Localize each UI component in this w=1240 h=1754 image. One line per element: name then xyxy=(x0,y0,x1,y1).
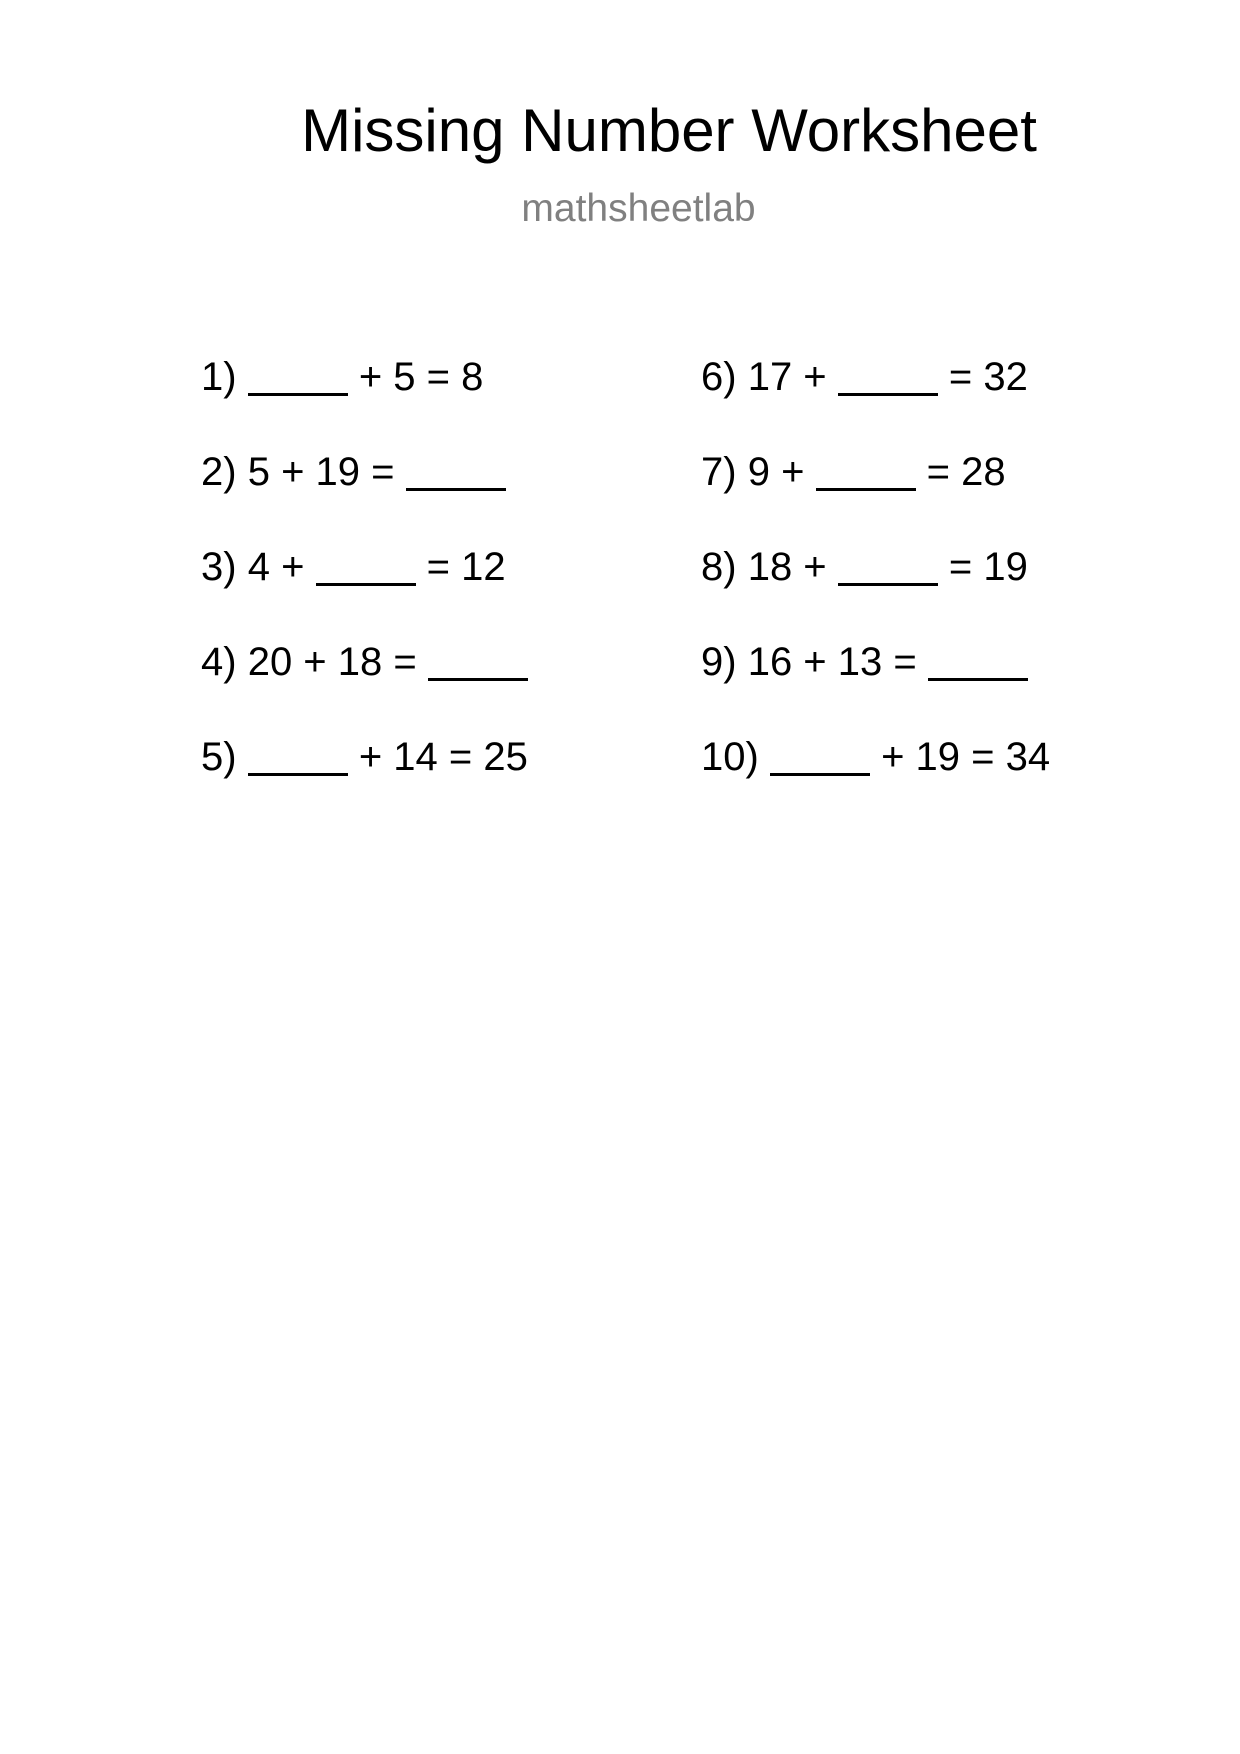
answer-blank[interactable] xyxy=(816,486,916,491)
problem-number: 10) xyxy=(701,735,759,779)
answer-blank[interactable] xyxy=(770,771,870,776)
problem-text: + 19 = 34 xyxy=(881,735,1051,779)
problem-text: 9 + xyxy=(747,450,805,494)
problem-text: + 14 = 25 xyxy=(358,735,528,779)
problem-number: 2) xyxy=(201,450,237,494)
problem-number: 4) xyxy=(201,640,237,684)
problem-4 xyxy=(201,637,528,732)
page-subtitle: mathsheetlab xyxy=(521,187,756,230)
problem-3 xyxy=(201,542,528,637)
problem-text: 17 + xyxy=(747,355,827,399)
problem-text: 4 + xyxy=(247,545,305,589)
problems-right-column xyxy=(701,352,1050,827)
problem-10 xyxy=(701,732,1050,827)
problem-number: 6) xyxy=(701,355,737,399)
problem-number: 5) xyxy=(201,735,237,779)
problem-1 xyxy=(201,352,528,447)
problem-text: = 12 xyxy=(426,545,506,589)
page-title: Missing Number Worksheet xyxy=(301,97,1037,164)
problem-text: = 19 xyxy=(948,545,1028,589)
answer-blank[interactable] xyxy=(248,391,348,396)
problems-left-column xyxy=(201,352,528,827)
problem-7 xyxy=(701,447,1050,542)
problem-number: 3) xyxy=(201,545,237,589)
answer-blank[interactable] xyxy=(406,486,506,491)
problem-text: 5 + 19 = xyxy=(247,450,395,494)
problem-8 xyxy=(701,542,1050,637)
problem-text: = 28 xyxy=(926,450,1006,494)
problem-text: + 5 = 8 xyxy=(358,355,484,399)
answer-blank[interactable] xyxy=(928,676,1028,681)
answer-blank[interactable] xyxy=(838,391,938,396)
problem-text: 20 + 18 = xyxy=(247,640,417,684)
problem-text: 16 + 13 = xyxy=(747,640,917,684)
problem-number: 8) xyxy=(701,545,737,589)
problem-2 xyxy=(201,447,528,542)
problem-5 xyxy=(201,732,528,827)
answer-blank[interactable] xyxy=(248,771,348,776)
problem-number: 1) xyxy=(201,355,237,399)
answer-blank[interactable] xyxy=(428,676,528,681)
problem-number: 7) xyxy=(701,450,737,494)
problem-text: 18 + xyxy=(747,545,827,589)
problem-9 xyxy=(701,637,1050,732)
problem-text: = 32 xyxy=(948,355,1028,399)
problem-number: 9) xyxy=(701,640,737,684)
answer-blank[interactable] xyxy=(838,581,938,586)
problem-6 xyxy=(701,352,1050,447)
answer-blank[interactable] xyxy=(316,581,416,586)
